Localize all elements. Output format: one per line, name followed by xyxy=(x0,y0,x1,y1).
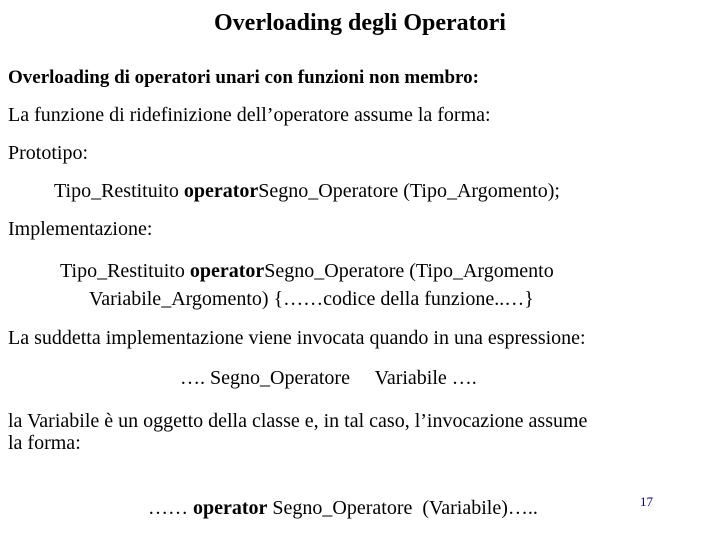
section-heading: Overloading di operatori unari con funzioni non membro: xyxy=(8,67,479,88)
invocation-operator-keyword: operator xyxy=(193,497,268,519)
implementation-signature-line1 xyxy=(60,259,554,283)
invocation-text: La suddetta implementazione viene invocata quando in una espressione: xyxy=(8,327,586,349)
intro-text: La funzione di ridefinizione dell’operatore assume la forma: xyxy=(8,104,491,126)
prototype-rest: Segno_Operatore (Tipo_Argomento); xyxy=(258,180,560,202)
prototype-operator-keyword: operator xyxy=(183,180,259,202)
implementation-operator-keyword: operator xyxy=(189,260,265,282)
expression-example: …. Segno_Operatore Variabile …. xyxy=(180,367,477,389)
invocation-prefix: …… xyxy=(148,497,193,519)
implementation-label: Implementazione: xyxy=(8,218,153,240)
slide-title: Overloading degli Operatori xyxy=(214,10,506,36)
page-number: 17 xyxy=(640,494,653,509)
prototype-return-type: Tipo_Restituito xyxy=(54,180,184,202)
prototype-label: Prototipo: xyxy=(8,142,89,164)
implementation-rest: Segno_Operatore (Tipo_Argomento xyxy=(264,260,554,282)
prototype-signature xyxy=(54,179,560,203)
implementation-return-type: Tipo_Restituito xyxy=(60,260,190,282)
implementation-signature-line2: Variabile_Argomento) {……codice della funzione..…} xyxy=(89,288,534,310)
invocation-rest: Segno_Operatore (Variabile)….. xyxy=(267,497,538,519)
variable-text-line2: la forma: xyxy=(8,432,81,454)
invocation-form xyxy=(128,472,538,544)
variable-text-line1: la Variabile è un oggetto della classe e, in tal caso, l’invocazione assume xyxy=(8,410,588,432)
